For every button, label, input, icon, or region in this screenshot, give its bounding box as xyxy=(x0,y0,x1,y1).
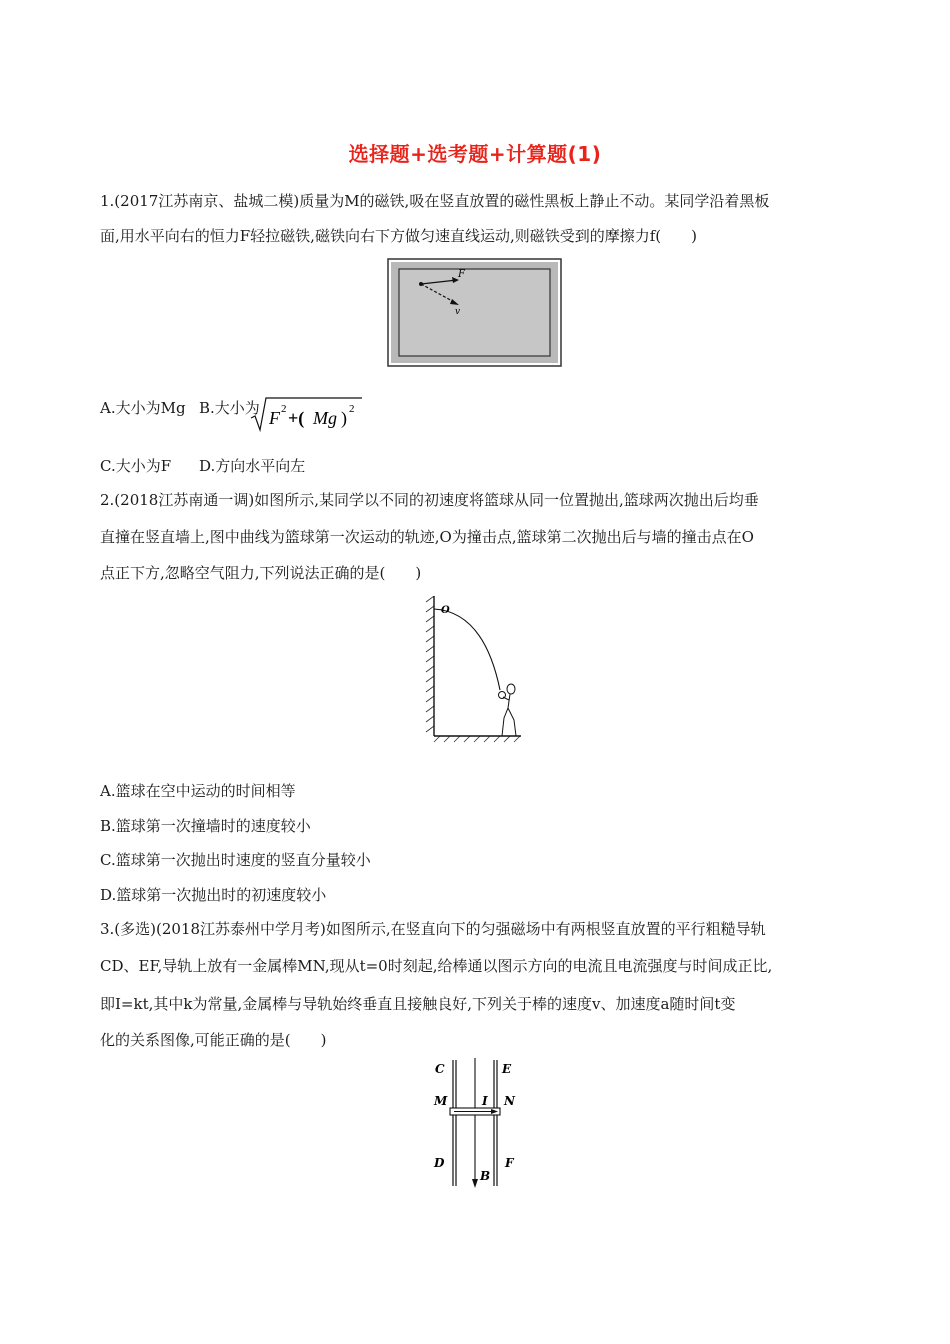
sqrt-close: ) xyxy=(341,408,347,428)
person-head-icon xyxy=(507,684,515,694)
label-F: F xyxy=(505,1156,514,1170)
wall-hatching xyxy=(426,596,434,732)
q3-stem-line3: 即I=kt,其中k为常量,金属棒与导轨始终垂直且接触良好,下列关于棒的速度v、加速度a随时间t变 xyxy=(100,995,736,1013)
q1-sqrt-expression xyxy=(249,394,364,434)
q1-option-c: C.大小为F xyxy=(100,457,172,475)
label-O: O xyxy=(441,605,450,616)
page-title: 选择题+选考题+计算题(1) xyxy=(348,142,602,166)
q3-stem-line4: 化的关系图像,可能正确的是( ) xyxy=(100,1031,327,1049)
q1-stem-line2: 面,用水平向右的恒力F轻拉磁铁,磁铁向右下方做匀速直线运动,则磁铁受到的摩擦力f( ) xyxy=(100,227,697,245)
label-F: F xyxy=(458,269,465,280)
q3-rails-figure xyxy=(428,1058,528,1190)
sqrt-Mg: Mg xyxy=(313,408,337,428)
q2-stem-line3: 点正下方,忽略空气阻力,下列说法正确的是( ) xyxy=(100,564,422,582)
label-E: E xyxy=(502,1062,512,1076)
q2-basketball-figure xyxy=(424,596,524,744)
q2-stem-line1: 2.(2018江苏南通一调)如图所示,某同学以不同的初速度将篮球从同一位置抛出,篮球两次抛出后均垂 xyxy=(100,491,759,509)
q2-option-a: A.篮球在空中运动的时间相等 xyxy=(100,782,296,800)
sqrt-exp1: 2 xyxy=(281,403,287,415)
sqrt-F: F xyxy=(269,408,280,428)
label-M: M xyxy=(434,1094,448,1108)
label-N: N xyxy=(504,1094,515,1108)
label-C: C xyxy=(435,1062,445,1076)
sqrt-plus: +( xyxy=(288,408,305,428)
label-B: B xyxy=(480,1169,491,1183)
q1-option-d: D.方向水平向左 xyxy=(199,457,306,475)
field-arrowhead xyxy=(472,1179,478,1188)
person-body-icon xyxy=(502,694,516,736)
q2-stem-line2: 直撞在竖直墙上,图中曲线为篮球第一次运动的轨迹,O为撞击点,篮球第二次抛出后与墙的撞击点在O xyxy=(100,528,754,546)
board-surface xyxy=(399,269,550,356)
q2-option-b: B.篮球第一次撞墙时的速度较小 xyxy=(100,817,311,835)
label-v: v xyxy=(455,307,461,317)
ground-hatching xyxy=(434,736,520,742)
q3-stem-line1: 3.(多选)(2018江苏泰州中学月考)如图所示,在竖直向下的匀强磁场中有两根竖直放置的平行粗糙导轨 xyxy=(100,920,766,938)
trajectory-curve xyxy=(434,609,500,690)
sqrt-exp2: 2 xyxy=(349,403,355,415)
q1-stem-line1: 1.(2017江苏南京、盐城二模)质量为M的磁铁,吸在竖直放置的磁性黑板上静止不动。某同学沿着黑板 xyxy=(100,192,770,210)
q3-stem-line2: CD、EF,导轨上放有一金属棒MN,现从t=0时刻起,给棒通以图示方向的电流且电流强度与时间成正比, xyxy=(100,957,773,975)
q1-blackboard-figure xyxy=(387,258,562,368)
q2-option-c: C.篮球第一次抛出时速度的竖直分量较小 xyxy=(100,851,371,869)
q2-option-d: D.篮球第一次抛出时的初速度较小 xyxy=(100,886,327,904)
label-I: I xyxy=(482,1094,488,1108)
label-D: D xyxy=(434,1156,445,1170)
q1-option-b: B.大小为 xyxy=(199,399,260,417)
q1-option-a: A.大小为Mg xyxy=(100,399,186,417)
